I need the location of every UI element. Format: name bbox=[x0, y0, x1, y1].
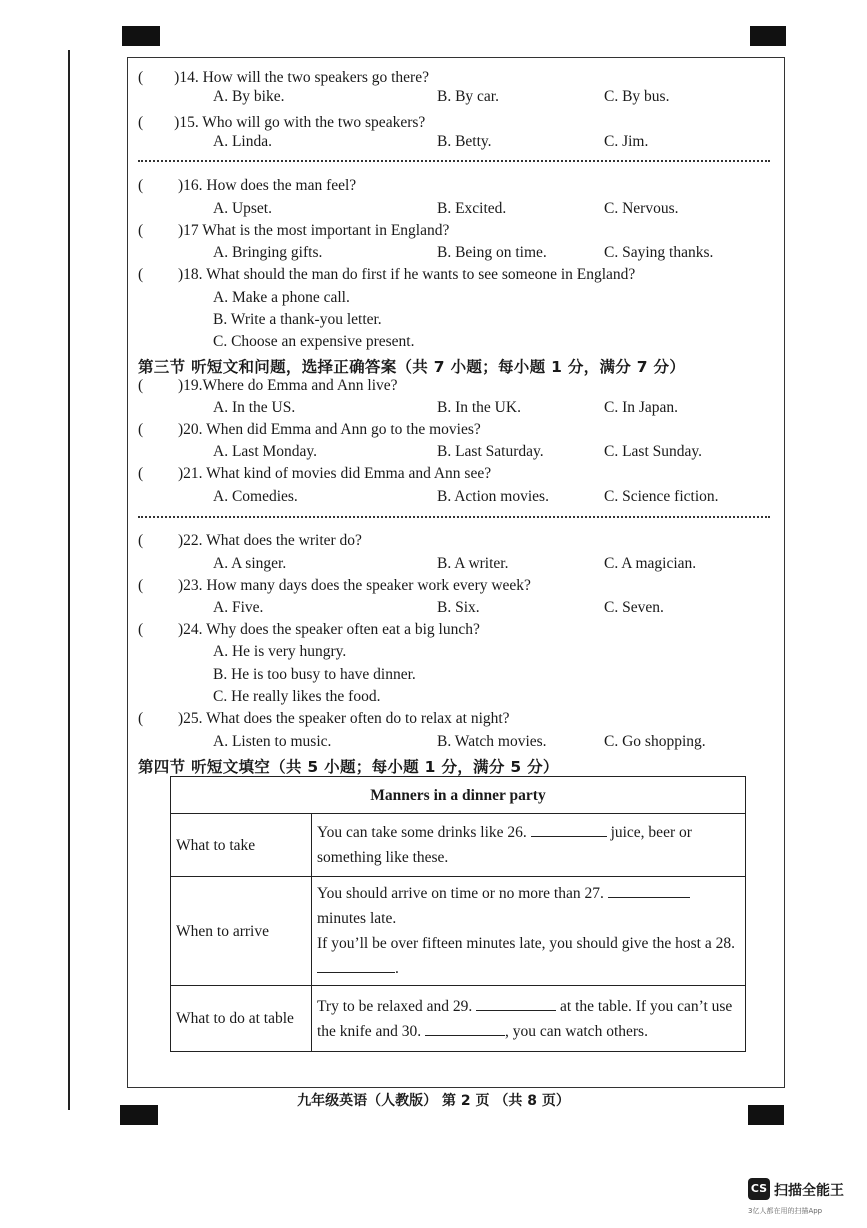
q24-option-a: A. He is very hungry. bbox=[213, 643, 347, 660]
question-25: ( )25. What does the speaker often do to relax at night? bbox=[138, 710, 510, 727]
question-22: ( )22. What does the writer do? bbox=[138, 532, 362, 549]
table-title: Manners in a dinner party bbox=[171, 777, 746, 814]
blank-27[interactable] bbox=[608, 883, 690, 898]
q19-option-c: C. In Japan. bbox=[604, 399, 679, 416]
q22-option-b: B. A writer. bbox=[437, 555, 509, 572]
question-15-text: ( )15. Who will go with the two speakers? bbox=[138, 114, 426, 131]
blank-28[interactable] bbox=[317, 958, 395, 973]
question-14 bbox=[138, 65, 429, 87]
q18-option-c: C. Choose an expensive present. bbox=[213, 333, 415, 350]
q15-option-c: C. Jim. bbox=[604, 133, 649, 150]
question-21-text: )21. What kind of movies did Emma and Ann see? bbox=[178, 465, 492, 482]
registration-mark-top-right bbox=[750, 26, 786, 46]
q18-option-a: A. Make a phone call. bbox=[213, 289, 350, 306]
section-4-heading: 第四节 听短文填空（共 5 小题；每小题 1 分，满分 5 分） bbox=[138, 758, 559, 776]
row-content: You can take some drinks like 26. juice, beer or something like these. bbox=[312, 814, 746, 877]
q16-option-c: C. Nervous. bbox=[604, 200, 679, 217]
question-19-text: )19.Where do Emma and Ann live? bbox=[178, 377, 398, 394]
watermark-tagline: 3亿人都在用的扫描App bbox=[748, 1207, 823, 1215]
q23-option-b: B. Six. bbox=[437, 599, 480, 616]
row-content: You should arrive on time or no more than 27. minutes late. If you’ll be over fifteen minutes late, you should give the host a 28. . bbox=[312, 877, 746, 986]
q17-option-a: A. Bringing gifts. bbox=[213, 244, 323, 261]
question-16-text: )16. How does the man feel? bbox=[178, 177, 357, 194]
question-15 bbox=[138, 110, 425, 132]
question-16: ( )16. How does the man feel? bbox=[138, 177, 357, 194]
registration-mark-top-left bbox=[122, 26, 160, 46]
section-3-heading: 第三节 听短文和问题，选择正确答案（共 7 小题；每小题 1 分，满分 7 分） bbox=[138, 358, 686, 376]
q14-option-a: A. By bike. bbox=[213, 88, 285, 105]
q16-option-b: B. Excited. bbox=[437, 200, 507, 217]
q21-option-b: B. Action movies. bbox=[437, 488, 549, 505]
row-content: Try to be relaxed and 29. at the table. If you can’t use the knife and 30. , you can watch others. bbox=[312, 986, 746, 1052]
page-footer: 九年级英语（人教版） 第 2 页 （共 8 页） bbox=[297, 1093, 570, 1109]
question-22-text: )22. What does the writer do? bbox=[178, 532, 362, 549]
table-row bbox=[171, 986, 746, 1052]
camscanner-icon: CS bbox=[748, 1178, 770, 1200]
q24-option-b: B. He is too busy to have dinner. bbox=[213, 666, 416, 683]
question-21: ( )21. What kind of movies did Emma and Ann see? bbox=[138, 465, 492, 482]
question-20-text: )20. When did Emma and Ann go to the movies? bbox=[178, 421, 481, 438]
question-17-text: )17 What is the most important in England? bbox=[178, 222, 450, 239]
q25-option-c: C. Go shopping. bbox=[604, 733, 706, 750]
q25-option-a: A. Listen to music. bbox=[213, 733, 332, 750]
q15-option-b: B. Betty. bbox=[437, 133, 492, 150]
q18-option-b: B. Write a thank-you letter. bbox=[213, 311, 382, 328]
table-header-row bbox=[171, 777, 746, 814]
row-label: What to take bbox=[171, 814, 312, 877]
q22-option-a: A. A singer. bbox=[213, 555, 287, 572]
question-25-text: )25. What does the speaker often do to relax at night? bbox=[178, 710, 510, 727]
question-18: ( )18. What should the man do first if he wants to see someone in England? bbox=[138, 266, 636, 283]
table-row bbox=[171, 877, 746, 986]
blank-30[interactable] bbox=[425, 1021, 505, 1036]
q17-option-b: B. Being on time. bbox=[437, 244, 547, 261]
table-row bbox=[171, 814, 746, 877]
watermark-name: 扫描全能王 bbox=[774, 1183, 844, 1199]
blank-29[interactable] bbox=[476, 996, 556, 1011]
question-19: ( )19.Where do Emma and Ann live? bbox=[138, 377, 398, 394]
q14-option-c: C. By bus. bbox=[604, 88, 670, 105]
dotted-separator bbox=[138, 516, 770, 518]
q21-option-a: A. Comedies. bbox=[213, 488, 298, 505]
row-label: When to arrive bbox=[171, 877, 312, 986]
question-24-text: )24. Why does the speaker often eat a big lunch? bbox=[178, 621, 480, 638]
q21-option-c: C. Science fiction. bbox=[604, 488, 719, 505]
question-17: ( )17 What is the most important in England? bbox=[138, 222, 450, 239]
q22-option-c: C. A magician. bbox=[604, 555, 697, 572]
q20-option-c: C. Last Sunday. bbox=[604, 443, 703, 460]
question-23: ( )23. How many days does the speaker work every week? bbox=[138, 577, 531, 594]
q23-option-a: A. Five. bbox=[213, 599, 264, 616]
q17-option-c: C. Saying thanks. bbox=[604, 244, 714, 261]
question-14-text: ( )14. How will the two speakers go there? bbox=[138, 69, 429, 86]
q16-option-a: A. Upset. bbox=[213, 200, 272, 217]
q19-option-b: B. In the UK. bbox=[437, 399, 521, 416]
dotted-separator bbox=[138, 160, 770, 162]
row-label: What to do at table bbox=[171, 986, 312, 1052]
question-23-text: )23. How many days does the speaker work every week? bbox=[178, 577, 531, 594]
question-18-text: )18. What should the man do first if he wants to see someone in England? bbox=[178, 266, 636, 283]
manners-table bbox=[170, 776, 746, 1052]
q20-option-b: B. Last Saturday. bbox=[437, 443, 544, 460]
q15-option-a: A. Linda. bbox=[213, 133, 272, 150]
q23-option-c: C. Seven. bbox=[604, 599, 664, 616]
q20-option-a: A. Last Monday. bbox=[213, 443, 318, 460]
q25-option-b: B. Watch movies. bbox=[437, 733, 547, 750]
binding-line bbox=[68, 50, 70, 1110]
question-20: ( )20. When did Emma and Ann go to the movies? bbox=[138, 421, 481, 438]
q14-option-b: B. By car. bbox=[437, 88, 499, 105]
question-24: ( )24. Why does the speaker often eat a big lunch? bbox=[138, 621, 480, 638]
q24-option-c: C. He really likes the food. bbox=[213, 688, 381, 705]
blank-26[interactable] bbox=[531, 822, 607, 837]
q19-option-a: A. In the US. bbox=[213, 399, 296, 416]
